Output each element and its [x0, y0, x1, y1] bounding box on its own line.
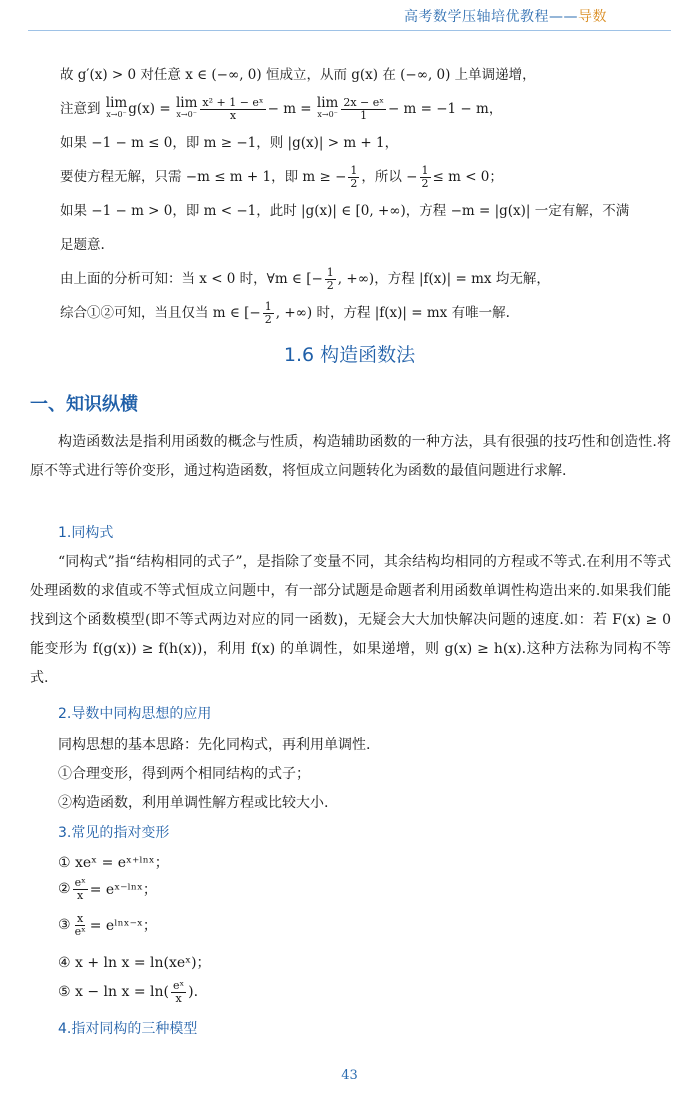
subsection-2-title: 2.导数中同构思想的应用 — [58, 706, 212, 722]
fraction-2: $\frac{\text{2x − eˣ}}{1}$ — [343, 95, 384, 122]
fraction-half: $\frac{1}{2}$ — [421, 163, 429, 190]
s2-line-3: ②构造函数，利用单调性解方程或比较大小. — [58, 795, 329, 811]
chapter-heading: 一、知识纵横 — [30, 394, 138, 415]
limit-3: lim x→0⁻ — [316, 95, 339, 119]
formula-2: ② $\frac{\text{eˣ}}{x}$ = eˣ⁻ˡⁿˣ； — [58, 875, 157, 902]
subsection-4-title: 4.指对同构的三种模型 — [58, 1021, 198, 1037]
subsection-1-title: 1.同构式 — [58, 525, 114, 541]
fraction-half: $\frac{1}{2}$ — [326, 265, 334, 292]
proof-line-6: 足题意. — [60, 237, 105, 253]
header-rule — [28, 30, 671, 31]
limit-1: lim x→0⁻ — [105, 95, 128, 119]
proof-line-7: 由上面的分析可知：当 x < 0 时，∀m ∈ [− $\frac{1}{2}$ , +∞)，方程 |f(x)| = mx 均无解， — [60, 265, 550, 292]
proof-block — [60, 58, 659, 330]
proof-line-2: 注意到 lim x→0⁻ g(x) = lim x→0⁻ $\frac{\text{x² + 1 − eˣ}}{x}$ − m = lim x→0⁻ $\frac{\text{2x − eˣ}}{1}$ − m = −1 − m， — [60, 95, 503, 122]
formula-4: ④ x + ln x = ln(xeˣ)； — [58, 955, 211, 971]
proof-line-8: 综合①②可知，当且仅当 m ∈ [− $\frac{1}{2}$ , +∞) 时，方程 |f(x)| = mx 有唯一解. — [60, 299, 510, 326]
running-header — [404, 6, 607, 26]
proof-line-1: 故 g′(x) > 0 对任意 x ∈ (−∞, 0) 恒成立，从而 g(x) 在 (−∞, 0) 上单调递增， — [60, 67, 536, 83]
formula-5: ⑤ x − ln x = ln( $\frac{\text{eˣ}}{x}$ ). — [58, 978, 199, 1005]
proof-line-5: 如果 −1 − m > 0，即 m < −1，此时 |g(x)| ∈ [0, +∞)，方程 −m = |g(x)| 一定有解，不满 — [60, 203, 630, 219]
section-title: 1.6 构造函数法 — [283, 344, 416, 366]
subsection-3-title: 3.常见的指对变形 — [58, 825, 170, 841]
s2-line-1: 同构思想的基本思路：先化同构式，再利用单调性. — [58, 737, 371, 753]
proof-line-3: 如果 −1 − m ≤ 0，即 m ≥ −1，则 |g(x)| > m + 1， — [60, 135, 399, 151]
s2-line-2: ①合理变形，得到两个相同结构的式子； — [58, 766, 310, 782]
formula-3: ③ $\frac{x}{\text{eˣ}}$ = eˡⁿˣ⁻ˣ； — [58, 911, 157, 938]
fraction-1: $\frac{\text{x² + 1 − eˣ}}{x}$ — [202, 95, 264, 122]
proof-line-4: 要使方程无解，只需 −m ≤ m + 1，即 m ≥ − $\frac{1}{2}$ ，所以 − $\frac{1}{2}$ ≤ m < 0； — [60, 163, 503, 190]
page-number: 43 — [341, 1068, 358, 1083]
fraction-half: $\frac{1}{2}$ — [350, 163, 358, 190]
formula-1: ① xeˣ = eˣ⁺ˡⁿˣ； — [58, 855, 169, 871]
intro-paragraph: 构造函数法是指利用函数的概念与性质，构造辅助函数的一种方法，具有很强的技巧性和创造性.将原不等式进行等价变形，通过构造函数，将恒成立问题转化为函数的最值问题进行求解. — [30, 434, 671, 479]
header-accent: 导数 — [578, 9, 607, 25]
limit-2: lim x→0⁻ — [175, 95, 198, 119]
header-title: 高考数学压轴培优教程—— — [404, 9, 578, 25]
subsection-1-text: “同构式”指“结构相同的式子”，是指除了变量不同，其余结构均相同的方程或不等式.在利用不等式处理函数的求值或不等式恒成立问题中，有一部分试题是命题者利用函数单调性构造出来的.如果我们能找到这个函数模型(即不等式两边对应的同一函数)，无疑会大大加快解决问题的速度.如：若 F(x) ≥ 0 能变形为 f(g(x)) ≥ f(h(x))，利用 f(x) 的单调性，如果递增，则 g(x) ≥ h(x).这种方法称为同构不等式. — [30, 554, 671, 686]
fraction-half: $\frac{1}{2}$ — [264, 299, 272, 326]
